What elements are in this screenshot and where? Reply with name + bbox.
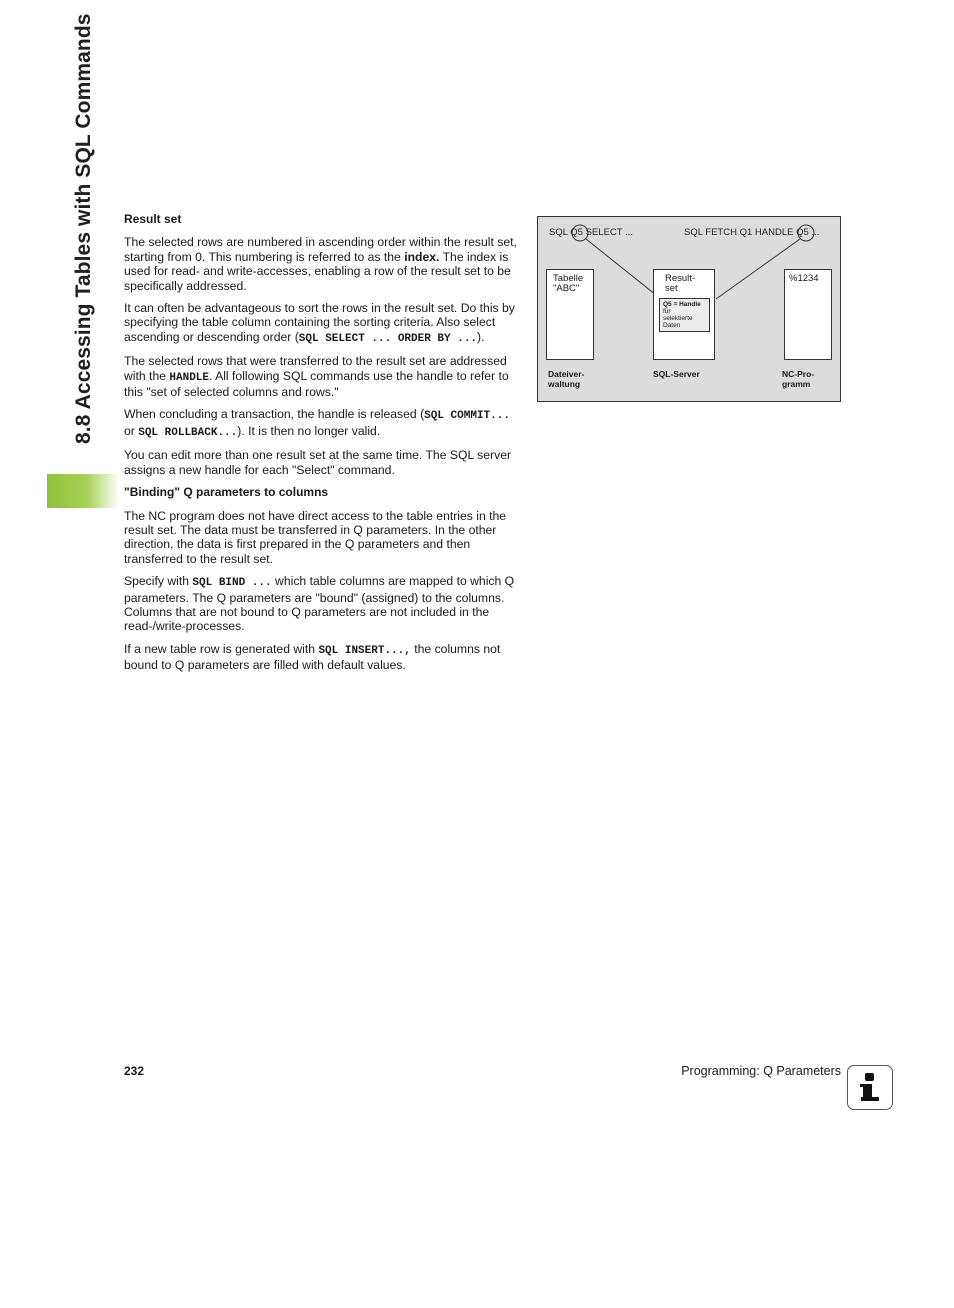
- nc-program-box: %1234: [784, 269, 832, 360]
- paragraph: It can often be advantageous to sort the rows in the result set. Do this by specifying the table column containing the sorting criteria. Also select ascending or descending order (SQL SELECT ... ORDER BY ...).: [124, 301, 515, 345]
- paragraph: If a new table row is generated with SQL INSERT..., the columns not bound to Q parameters are filled with default values.: [124, 641, 501, 673]
- label-sql-server: SQL-Server: [653, 369, 700, 379]
- paragraph: The selected rows that were transferred to the result set are addressed with the HANDLE. All following SQL commands use the handle to refer to this "set of selected columns and rows.": [124, 354, 509, 400]
- label-nc-program: NC-Pro- gramm: [782, 369, 815, 389]
- code: SQL BIND ...: [192, 577, 272, 590]
- result-set-box: Result- set Q5 = Handle für selektierte Daten: [653, 269, 715, 360]
- section-heading-binding: "Binding" Q parameters to columns: [124, 485, 329, 500]
- handle-box: Q5 = Handle für selektierte Daten: [659, 298, 710, 332]
- sql-select-command: SQL Q5 SELECT ...: [549, 227, 633, 238]
- running-title: Programming: Q Parameters: [681, 1064, 841, 1078]
- paragraph: Specify with SQL BIND ... which table columns are mapped to which Q parameters. The Q parameters are "bound" (assigned) to the columns. Columns that are not bound to Q parameters are not included in the read-/write-processes.: [124, 574, 515, 634]
- table-box: Tabelle "ABC": [546, 269, 594, 360]
- code: SQL ROLLBACK...: [138, 426, 238, 439]
- paragraph: You can edit more than one result set at the same time. The SQL server assigns a new handle for each "Select" command.: [124, 448, 512, 477]
- page-number: 232: [124, 1064, 145, 1078]
- paragraph: When concluding a transaction, the handle is released (SQL COMMIT... or SQL ROLLBACK...). It is then no longer valid.: [124, 407, 510, 439]
- label-file-management: Dateiver- waltung: [548, 369, 585, 389]
- section-heading-result-set: Result set: [124, 212, 182, 226]
- sql-result-set-diagram: [537, 216, 841, 402]
- code: SQL SELECT ... ORDER BY ...: [298, 332, 478, 345]
- code: SQL COMMIT...: [424, 410, 510, 423]
- paragraph: The NC program does not have direct access to the table entries in the result set. The data must be transferred in Q parameters. In the other direction, the data is first prepared in the Q parameters and then transferred to the result set.: [124, 508, 507, 566]
- chapter-tab-marker: [47, 474, 119, 508]
- sql-fetch-command: SQL FETCH Q1 HANDLE Q5 ...: [684, 227, 820, 238]
- main-text: [124, 212, 520, 681]
- code: HANDLE: [169, 371, 209, 384]
- code: SQL INSERT...,: [318, 644, 411, 657]
- info-icon: [847, 1065, 893, 1110]
- chapter-title: 8.8 Accessing Tables with SQL Commands: [72, 13, 95, 444]
- paragraph: The selected rows are numbered in ascending order within the result set, starting from 0. This numbering is referred to as the index. The index is used for read- and write-accesses, enabling a row of the result set to be specifically addressed.: [124, 235, 517, 293]
